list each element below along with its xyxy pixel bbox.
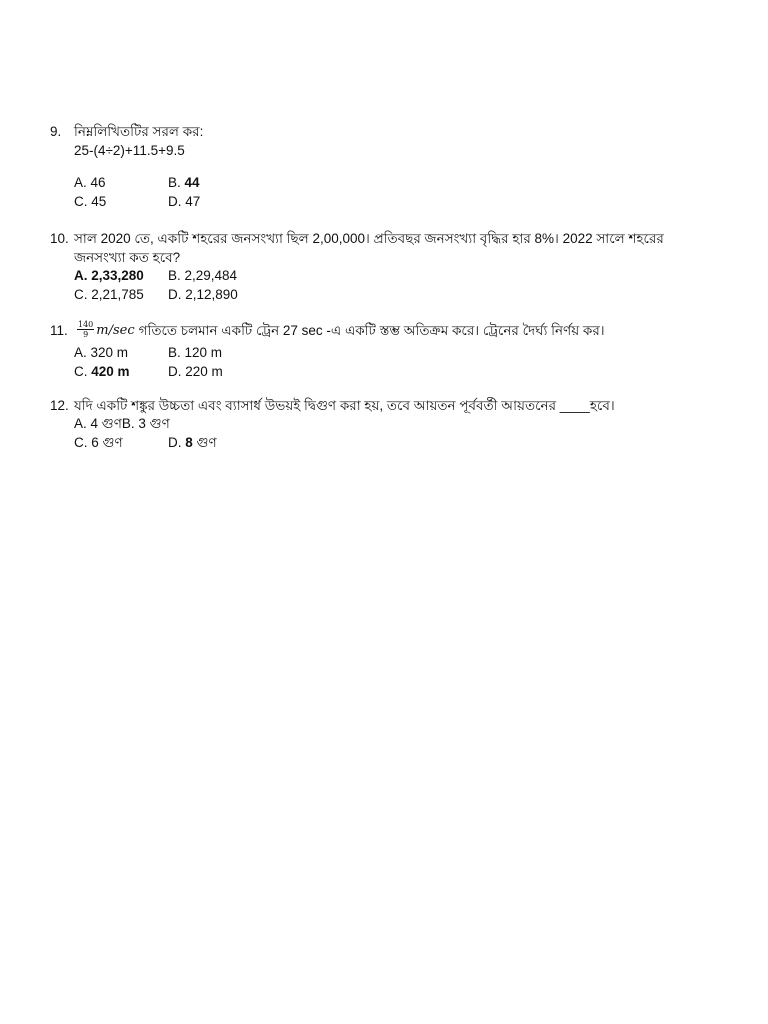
option-b: B. 44: [168, 175, 200, 190]
question-text: নিম্নলিখিতটির সরল কর:: [74, 124, 204, 139]
question-9: [50, 122, 720, 211]
option-b: B. 120 m: [168, 345, 223, 360]
option-d: D. 220 m: [168, 363, 223, 379]
option-d: D. 47: [168, 193, 201, 209]
options: [50, 267, 720, 304]
speed-unit: m/sec: [96, 323, 135, 338]
option-d: D. 8 গুণ: [168, 434, 217, 450]
options: [50, 415, 720, 452]
option-c: C. 6 গুণ: [74, 434, 123, 450]
question-12: [50, 396, 720, 452]
option-a: A. 320 m: [74, 345, 129, 360]
question-number: 10.: [50, 231, 69, 246]
question-10: [50, 229, 720, 304]
correct-answer: 420 m: [91, 363, 130, 379]
options: [50, 344, 720, 381]
question-11: [50, 320, 720, 381]
option-c: C. 2,21,785: [74, 286, 144, 302]
options: [50, 174, 720, 211]
question-text: যদি একটি শঙ্কুর উচ্চতা এবং ব্যাসার্ধ উভয়ই দ্বিগুণ করা হয়, তবে আয়তন পূর্ববর্তী আয়তনের ____হবে।: [74, 398, 615, 413]
question-text-continued: জনসংখ্যা কত হবে?: [74, 250, 181, 265]
question-text: সাল 2020 তে, একটি শহরের জনসংখ্যা ছিল 2,00,000। প্রতিবছর জনসংখ্যা বৃদ্ধির হার 8%। 2022 সালে শহরের: [74, 231, 664, 246]
question-number: 12.: [50, 398, 69, 413]
question-text: গতিতে চলমান একটি ট্রেন 27 sec -এ একটি স্তম্ভ অতিক্রম করে। ট্রেনের দৈর্ঘ্য নির্ণয় কর।: [138, 323, 605, 338]
correct-answer: 44: [184, 175, 200, 190]
option-a-b: A. 4 গুণB. 3 গুণ: [74, 416, 170, 431]
option-d: D. 2,12,890: [168, 286, 238, 302]
question-number: 11.: [50, 323, 68, 338]
option-b: B. 2,29,484: [168, 268, 238, 283]
fraction-numerator: 140: [78, 319, 94, 329]
correct-answer: 8: [185, 434, 193, 450]
option-a: A. 46: [74, 175, 106, 190]
question-expression: 25-(4÷2)+11.5+9.5: [74, 143, 185, 158]
option-a-correct-answer: A. 2,33,280: [74, 268, 144, 283]
question-number: 9.: [50, 124, 62, 139]
option-c: C. 420 m: [74, 363, 130, 379]
speed-fraction: [77, 320, 94, 339]
option-c: C. 45: [74, 193, 107, 209]
fraction-denominator: 9: [83, 329, 89, 339]
